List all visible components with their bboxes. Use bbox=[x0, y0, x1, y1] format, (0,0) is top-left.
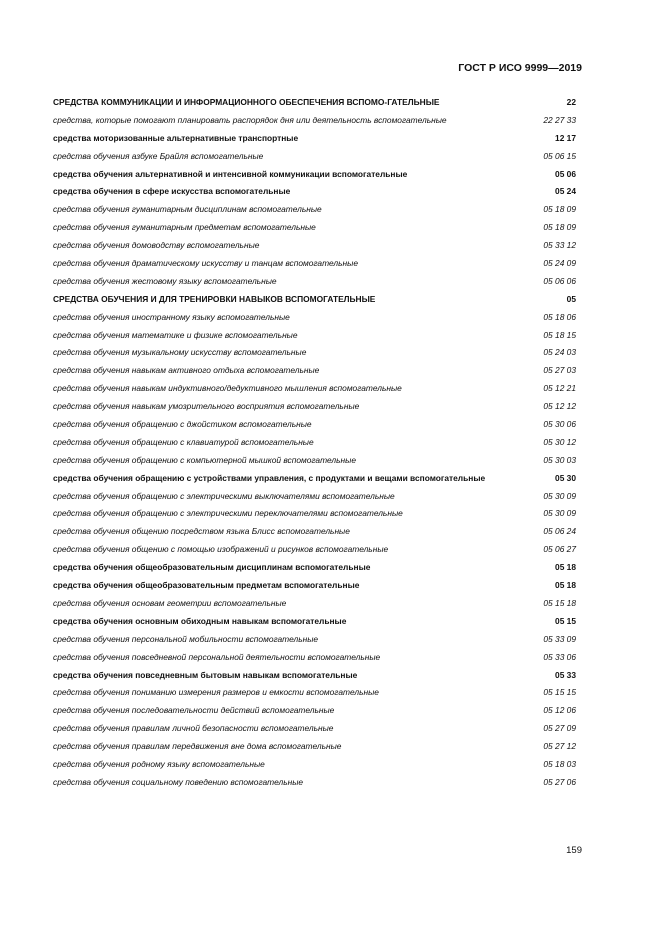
index-list bbox=[53, 97, 576, 795]
index-entry bbox=[53, 133, 576, 143]
index-code: 05 24 bbox=[555, 186, 576, 197]
index-term: СРЕДСТВА ОБУЧЕНИЯ И ДЛЯ ТРЕНИРОВКИ НАВЫКОВ ВСПОМОГАТЕЛЬНЫЕ bbox=[53, 293, 376, 304]
index-code: 05 18 09 bbox=[543, 204, 576, 215]
index-code: 05 33 06 bbox=[543, 651, 576, 662]
index-code: 05 18 06 bbox=[543, 311, 576, 322]
index-code: 05 06 06 bbox=[543, 275, 576, 286]
index-term: средства обучения повседневным бытовым навыкам вспомогательные bbox=[53, 669, 358, 680]
index-code: 05 30 bbox=[555, 472, 576, 483]
index-entry bbox=[53, 598, 576, 608]
page-number: 159 bbox=[566, 845, 582, 856]
index-code: 05 15 15 bbox=[543, 687, 576, 698]
index-term: средства обучения математике и физике вспомогательные bbox=[53, 329, 298, 340]
index-code: 05 12 12 bbox=[543, 401, 576, 412]
index-code: 22 27 33 bbox=[543, 114, 576, 125]
index-term: средства моторизованные альтернативные транспортные bbox=[53, 132, 299, 143]
index-term: средства обучения общению посредством языка Блисс вспомогательные bbox=[53, 526, 350, 537]
index-entry bbox=[53, 544, 576, 554]
index-entry bbox=[53, 705, 576, 715]
index-term: средства обучения социальному поведению вспомогательные bbox=[53, 776, 304, 787]
index-entry bbox=[53, 508, 576, 518]
index-code: 05 27 03 bbox=[543, 365, 576, 376]
index-term: средства обучения обращению с электрическими переключателями вспомогательные bbox=[53, 508, 403, 519]
index-term: средства обучения обращению с устройствами управления, с продуктами и вещами вспомогательные bbox=[53, 472, 486, 483]
index-code: 05 27 12 bbox=[543, 741, 576, 752]
index-entry bbox=[53, 455, 576, 465]
index-entry bbox=[53, 276, 576, 286]
index-term: средства обучения иностранному языку вспомогательные bbox=[53, 311, 290, 322]
index-entry bbox=[53, 616, 576, 626]
index-term: средства обучения обращению с клавиатурой вспомогательные bbox=[53, 436, 314, 447]
index-entry bbox=[53, 687, 576, 697]
index-term: средства обучения обращению с джойстиком вспомогательные bbox=[53, 419, 312, 430]
index-entry bbox=[53, 634, 576, 644]
index-entry bbox=[53, 759, 576, 769]
index-entry bbox=[53, 186, 576, 196]
index-term: средства обучения общеобразовательным дисциплинам вспомогательные bbox=[53, 562, 371, 573]
index-term: средства, которые помогают планировать распорядок дня или деятельность вспомогательные bbox=[53, 114, 447, 125]
index-code: 05 18 bbox=[555, 580, 576, 591]
index-term: средства обучения музыкальному искусству вспомогательные bbox=[53, 347, 307, 358]
index-term: средства обучения общеобразовательным предметам вспомогательные bbox=[53, 580, 360, 591]
index-entry bbox=[53, 741, 576, 751]
index-entry bbox=[53, 526, 576, 536]
index-code: 22 bbox=[566, 97, 576, 107]
index-entry bbox=[53, 97, 576, 107]
index-term: средства обучения гуманитарным предметам вспомогательные bbox=[53, 222, 316, 233]
index-entry bbox=[53, 652, 576, 662]
index-entry bbox=[53, 670, 576, 680]
index-code: 05 15 18 bbox=[543, 597, 576, 608]
index-entry bbox=[53, 204, 576, 214]
index-entry bbox=[53, 169, 576, 179]
index-code: 05 30 03 bbox=[543, 454, 576, 465]
index-term: средства обучения азбуке Брайля вспомогательные bbox=[53, 150, 264, 161]
index-term: СРЕДСТВА КОММУНИКАЦИИ И ИНФОРМАЦИОННОГО ОБЕСПЕЧЕНИЯ ВСПОМО-ГАТЕЛЬНЫЕ bbox=[53, 97, 440, 107]
index-code: 05 30 12 bbox=[543, 436, 576, 447]
index-term: средства обучения навыкам индуктивного/дедуктивного мышления вспомогательные bbox=[53, 383, 402, 394]
index-code: 05 33 bbox=[555, 669, 576, 680]
index-code: 05 06 24 bbox=[543, 526, 576, 537]
index-entry bbox=[53, 383, 576, 393]
index-term: средства обучения общению с помощью изображений и рисунков вспомогательные bbox=[53, 544, 389, 555]
index-entry bbox=[53, 491, 576, 501]
index-code: 05 12 21 bbox=[543, 383, 576, 394]
index-term: средства обучения правилам передвижения вне дома вспомогательные bbox=[53, 741, 342, 752]
index-entry bbox=[53, 419, 576, 429]
index-code: 05 06 bbox=[555, 168, 576, 179]
index-term: средства обучения повседневной персональной деятельности вспомогательные bbox=[53, 651, 381, 662]
index-term: средства обучения обращению с компьютерной мышкой вспомогательные bbox=[53, 454, 356, 465]
index-term: средства обучения обращению с электрическими выключателями вспомогательные bbox=[53, 490, 395, 501]
index-code: 12 17 bbox=[555, 132, 576, 143]
index-code: 05 27 06 bbox=[543, 776, 576, 787]
index-entry bbox=[53, 562, 576, 572]
index-term: средства обучения навыкам активного отдыха вспомогательные bbox=[53, 365, 320, 376]
index-term: средства обучения в сфере искусства вспомогательные bbox=[53, 186, 291, 197]
document-header: ГОСТ Р ИСО 9999—2019 bbox=[458, 62, 582, 74]
index-code: 05 30 09 bbox=[543, 490, 576, 501]
index-term: средства обучения родному языку вспомогательные bbox=[53, 758, 265, 769]
index-entry bbox=[53, 580, 576, 590]
index-term: средства обучения жестовому языку вспомогательные bbox=[53, 275, 277, 286]
index-code: 05 18 bbox=[555, 562, 576, 573]
index-code: 05 24 09 bbox=[543, 258, 576, 269]
index-code: 05 18 09 bbox=[543, 222, 576, 233]
index-entry bbox=[53, 240, 576, 250]
index-code: 05 30 09 bbox=[543, 508, 576, 519]
index-term: средства обучения домоводству вспомогательные bbox=[53, 240, 260, 251]
index-entry bbox=[53, 723, 576, 733]
index-entry bbox=[53, 437, 576, 447]
index-term: средства обучения основам геометрии вспомогательные bbox=[53, 597, 287, 608]
index-entry bbox=[53, 777, 576, 787]
index-term: средства обучения основным обиходным навыкам вспомогательные bbox=[53, 615, 347, 626]
index-term: средства обучения персональной мобильности вспомогательные bbox=[53, 633, 319, 644]
index-entry bbox=[53, 312, 576, 322]
index-entry bbox=[53, 347, 576, 357]
index-entry bbox=[53, 294, 576, 304]
index-term: средства обучения правилам личной безопасности вспомогательные bbox=[53, 723, 334, 734]
index-code: 05 33 09 bbox=[543, 633, 576, 644]
index-entry bbox=[53, 401, 576, 411]
index-term: средства обучения альтернативной и интенсивной коммуникации вспомогательные bbox=[53, 168, 408, 179]
index-entry bbox=[53, 365, 576, 375]
index-code: 05 06 27 bbox=[543, 544, 576, 555]
index-term: средства обучения последовательности действий вспомогательные bbox=[53, 705, 335, 716]
index-entry bbox=[53, 473, 576, 483]
index-entry bbox=[53, 151, 576, 161]
index-entry bbox=[53, 330, 576, 340]
index-entry bbox=[53, 222, 576, 232]
index-entry bbox=[53, 115, 576, 125]
index-code: 05 06 15 bbox=[543, 150, 576, 161]
index-code: 05 33 12 bbox=[543, 240, 576, 251]
index-code: 05 bbox=[566, 293, 576, 304]
index-term: средства обучения навыкам умозрительного восприятия вспомогательные bbox=[53, 401, 360, 412]
index-code: 05 24 03 bbox=[543, 347, 576, 358]
index-entry bbox=[53, 258, 576, 268]
index-code: 05 18 03 bbox=[543, 758, 576, 769]
index-code: 05 15 bbox=[555, 615, 576, 626]
index-code: 05 27 09 bbox=[543, 723, 576, 734]
index-code: 05 18 15 bbox=[543, 329, 576, 340]
index-term: средства обучения пониманию измерения размеров и емкости вспомогательные bbox=[53, 687, 379, 698]
index-term: средства обучения гуманитарным дисциплинам вспомогательные bbox=[53, 204, 322, 215]
index-code: 05 30 06 bbox=[543, 419, 576, 430]
index-code: 05 12 06 bbox=[543, 705, 576, 716]
index-term: средства обучения драматическому искусству и танцам вспомогательные bbox=[53, 258, 358, 269]
